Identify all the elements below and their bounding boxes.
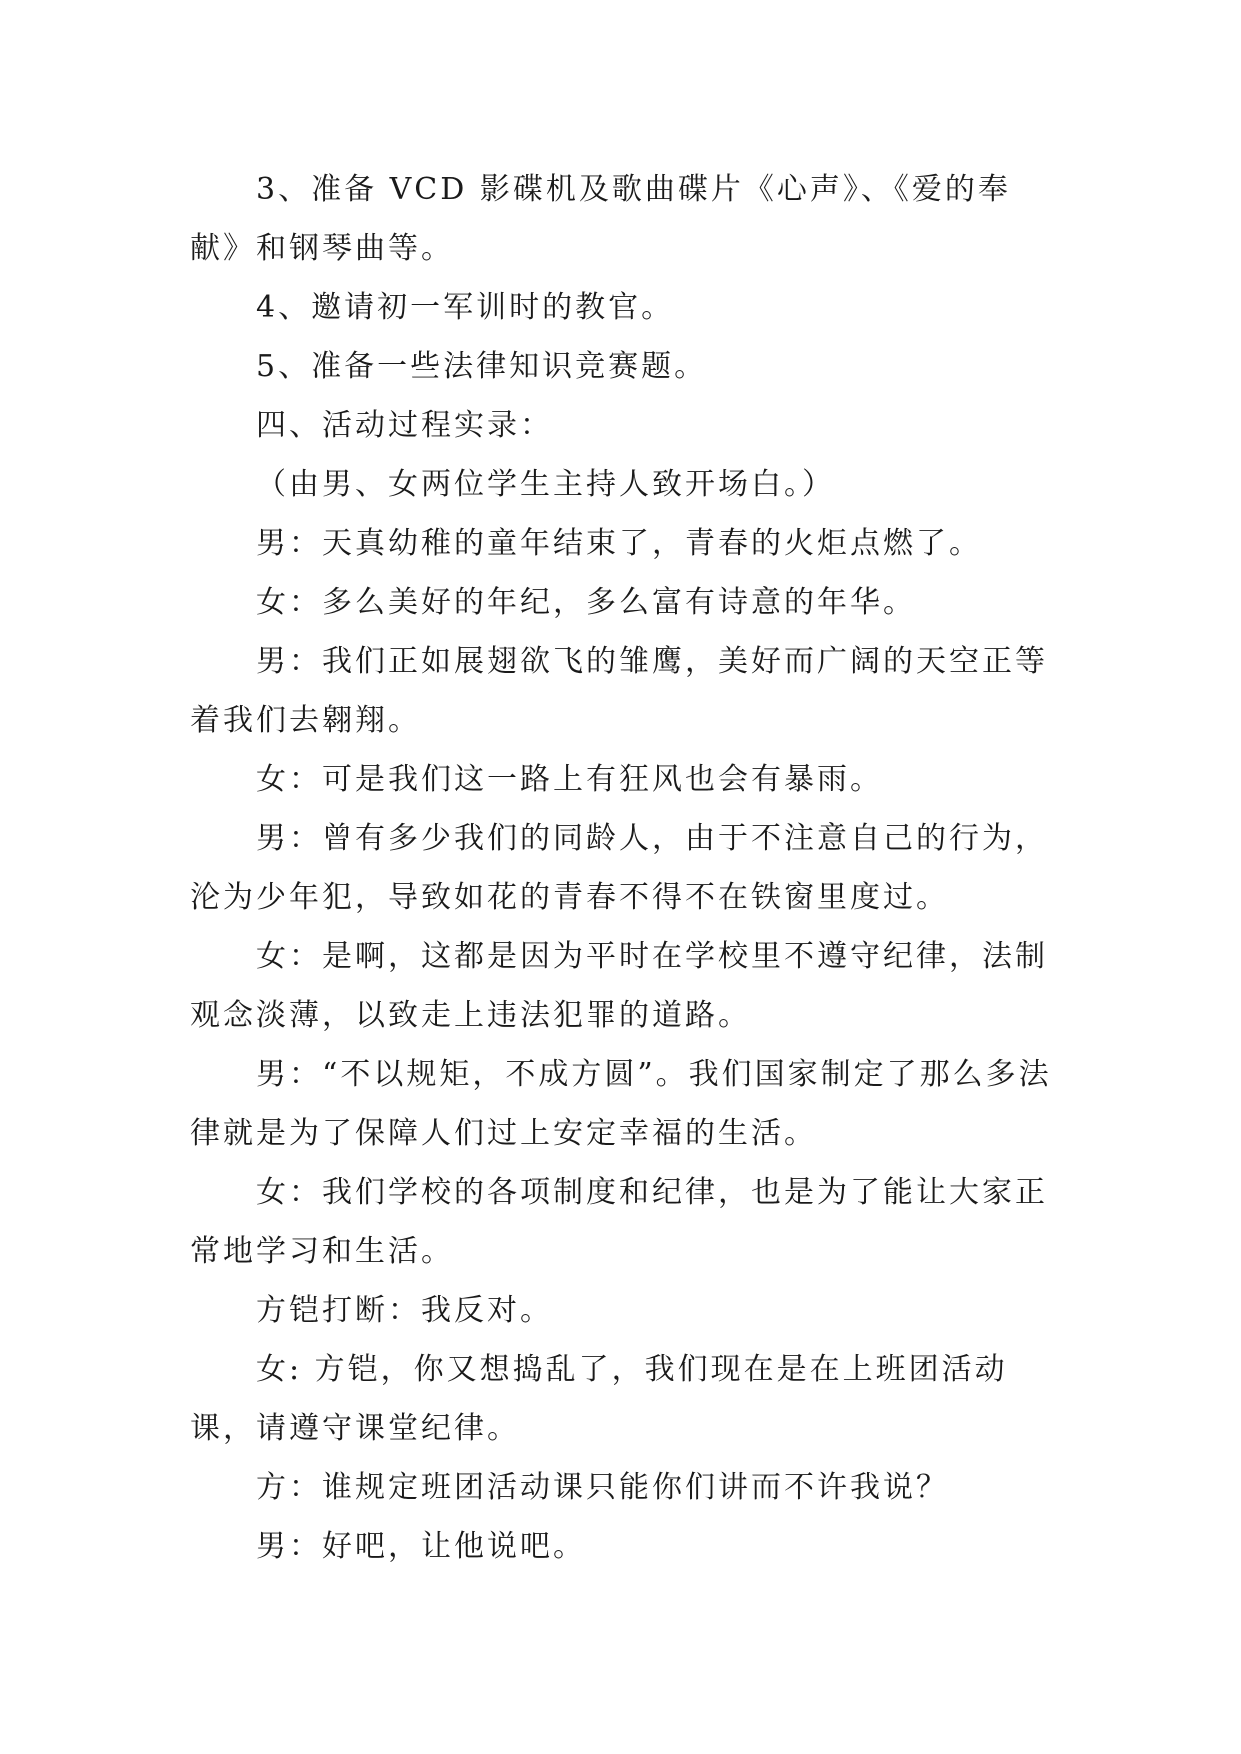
section-heading-activity-record: 四、活动过程实录： — [256, 408, 553, 443]
dialogue-line: 女: 方铠，你又想捣乱了，我们现在是在上班团活动课，请遵守课堂纪律。 — [190, 1352, 1008, 1446]
dialogue-line: 方：谁规定班团活动课只能你们讲而不许我说？ — [256, 1470, 949, 1505]
paragraph-invite-instructor: 4、邀请初一军训时的教官。 — [256, 290, 675, 325]
paragraph-stage-direction: （由男、女两位学生主持人致开场白。） — [256, 467, 835, 502]
paragraph-prep-vcd: 3、准备 VCD 影碟机及歌曲碟片《心声》、《爱的奉献》和钢琴曲等。 — [190, 172, 1011, 266]
paragraph-prep-quiz: 5、准备一些法律知识竞赛题。 — [256, 349, 708, 384]
dialogue-line: 男：我们正如展翅欲飞的雏鹰，美好而广阔的天空正等着我们去翱翔。 — [190, 644, 1048, 738]
document-body — [190, 160, 1060, 1576]
dialogue-line: 男：曾有多少我们的同龄人，由于不注意自己的行为，沦为少年犯，导致如花的青春不得不在铁窗里度过。 — [190, 821, 1048, 915]
dialogue-line: 男：“不以规矩，不成方圆”。我们国家制定了那么多法律就是为了保障人们过上安定幸福的生活。 — [190, 1057, 1052, 1151]
dialogue-line: 男：天真幼稚的童年结束了，青春的火炬点燃了。 — [256, 526, 982, 561]
dialogue-line: 女：我们学校的各项制度和纪律，也是为了能让大家正常地学习和生活。 — [190, 1175, 1048, 1269]
dialogue-line: 女：多么美好的年纪，多么富有诗意的年华。 — [256, 585, 916, 620]
dialogue-line: 女：是啊，这都是因为平时在学校里不遵守纪律，法制观念淡薄，以致走上违法犯罪的道路。 — [190, 939, 1048, 1033]
dialogue-line: 方铠打断：我反对。 — [256, 1293, 553, 1328]
dialogue-line: 女：可是我们这一路上有狂风也会有暴雨。 — [256, 762, 883, 797]
dialogue-line: 男：好吧，让他说吧。 — [256, 1529, 586, 1564]
